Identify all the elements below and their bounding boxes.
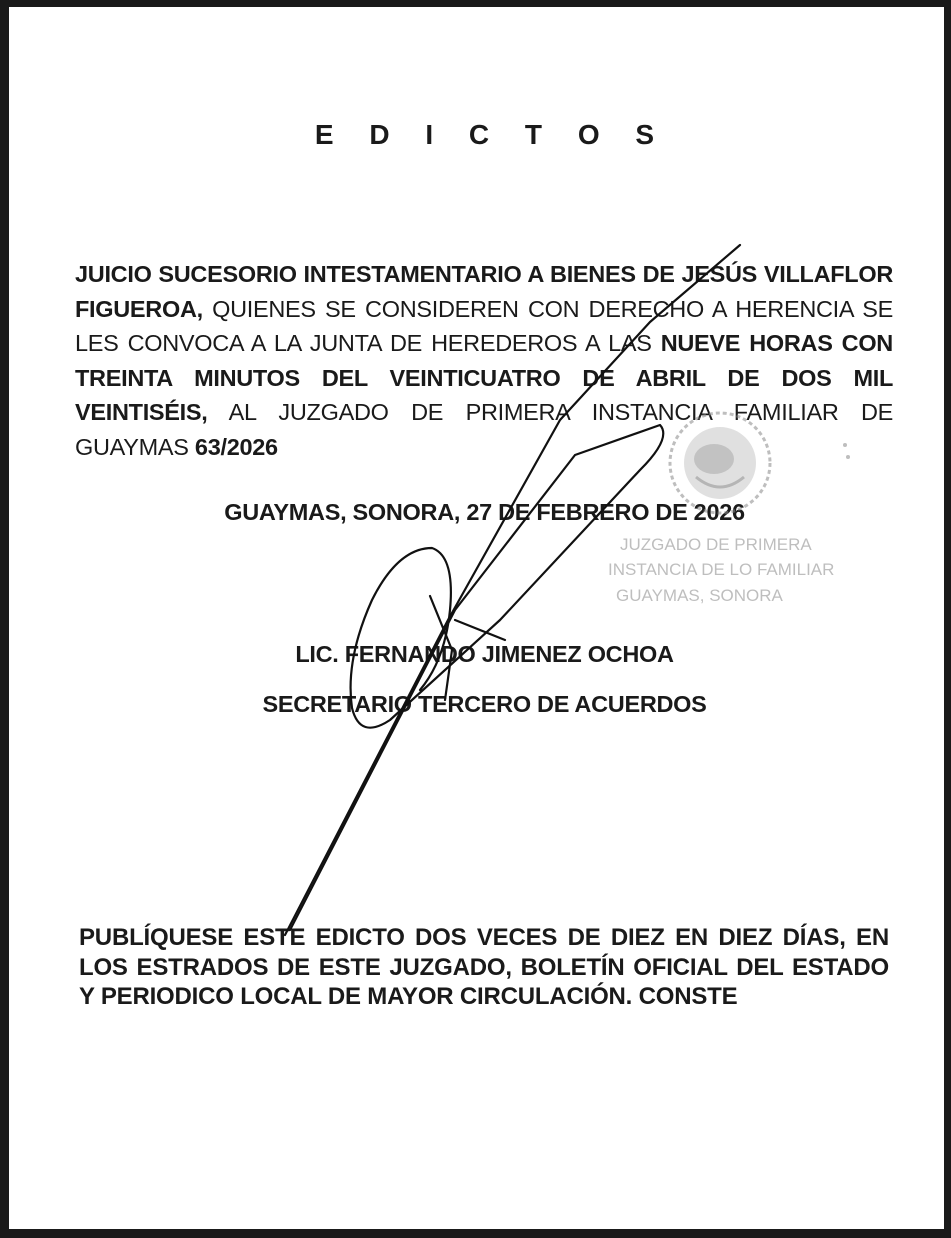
signer-role: SECRETARIO TERCERO DE ACUERDOS <box>262 691 707 717</box>
edict-court: AL JUZGADO DE PRIMERA INSTANCIA FAMILIAR DE GUAYMAS <box>75 399 893 460</box>
svg-text:GUAYMAS, SONORA: GUAYMAS, SONORA <box>616 586 783 605</box>
place-date: GUAYMAS, SONORA, 27 DE FEBRERO DE 2026 <box>224 499 745 525</box>
document-title: E D I C T O S <box>314 119 669 150</box>
svg-text:JUZGADO DE PRIMERA: JUZGADO DE PRIMERA <box>620 535 812 554</box>
edict-case-number: 63/2026 <box>194 433 278 460</box>
edict-hearing-time: NUEVE HORAS CON TREINTA MINUTOS DEL VEINTICUATRO DE ABRIL DE DOS MIL VEINTISÉIS, <box>75 330 893 425</box>
edict-intro: JUICIO SUCESORIO INTESTAMENTARIO A BIENES DE JESÚS VILLAFLOR FIGUEROA, <box>75 261 893 322</box>
signer-name: LIC. FERNANDO JIMENEZ OCHOA <box>295 641 674 667</box>
edict-convocation: QUIENES SE CONSIDEREN CON DERECHO A HERENCIA SE LES CONVOCA A LA JUNTA DE HEREDEROS A LAS <box>75 295 893 356</box>
svg-text:INSTANCIA DE LO FAMILIAR: INSTANCIA DE LO FAMILIAR <box>608 560 835 579</box>
publication-instruction: PUBLÍQUESE ESTE EDICTO DOS VECES DE DIEZ EN DIEZ DÍAS, EN LOS ESTRADOS DE ESTE JUZGADO, BOLETÍN OFICIAL DEL ESTADO Y PERIODICO LOCAL DE MAYOR CIRCULACIÓN. CONSTE <box>79 924 889 1010</box>
court-seal-icon <box>600 405 870 620</box>
